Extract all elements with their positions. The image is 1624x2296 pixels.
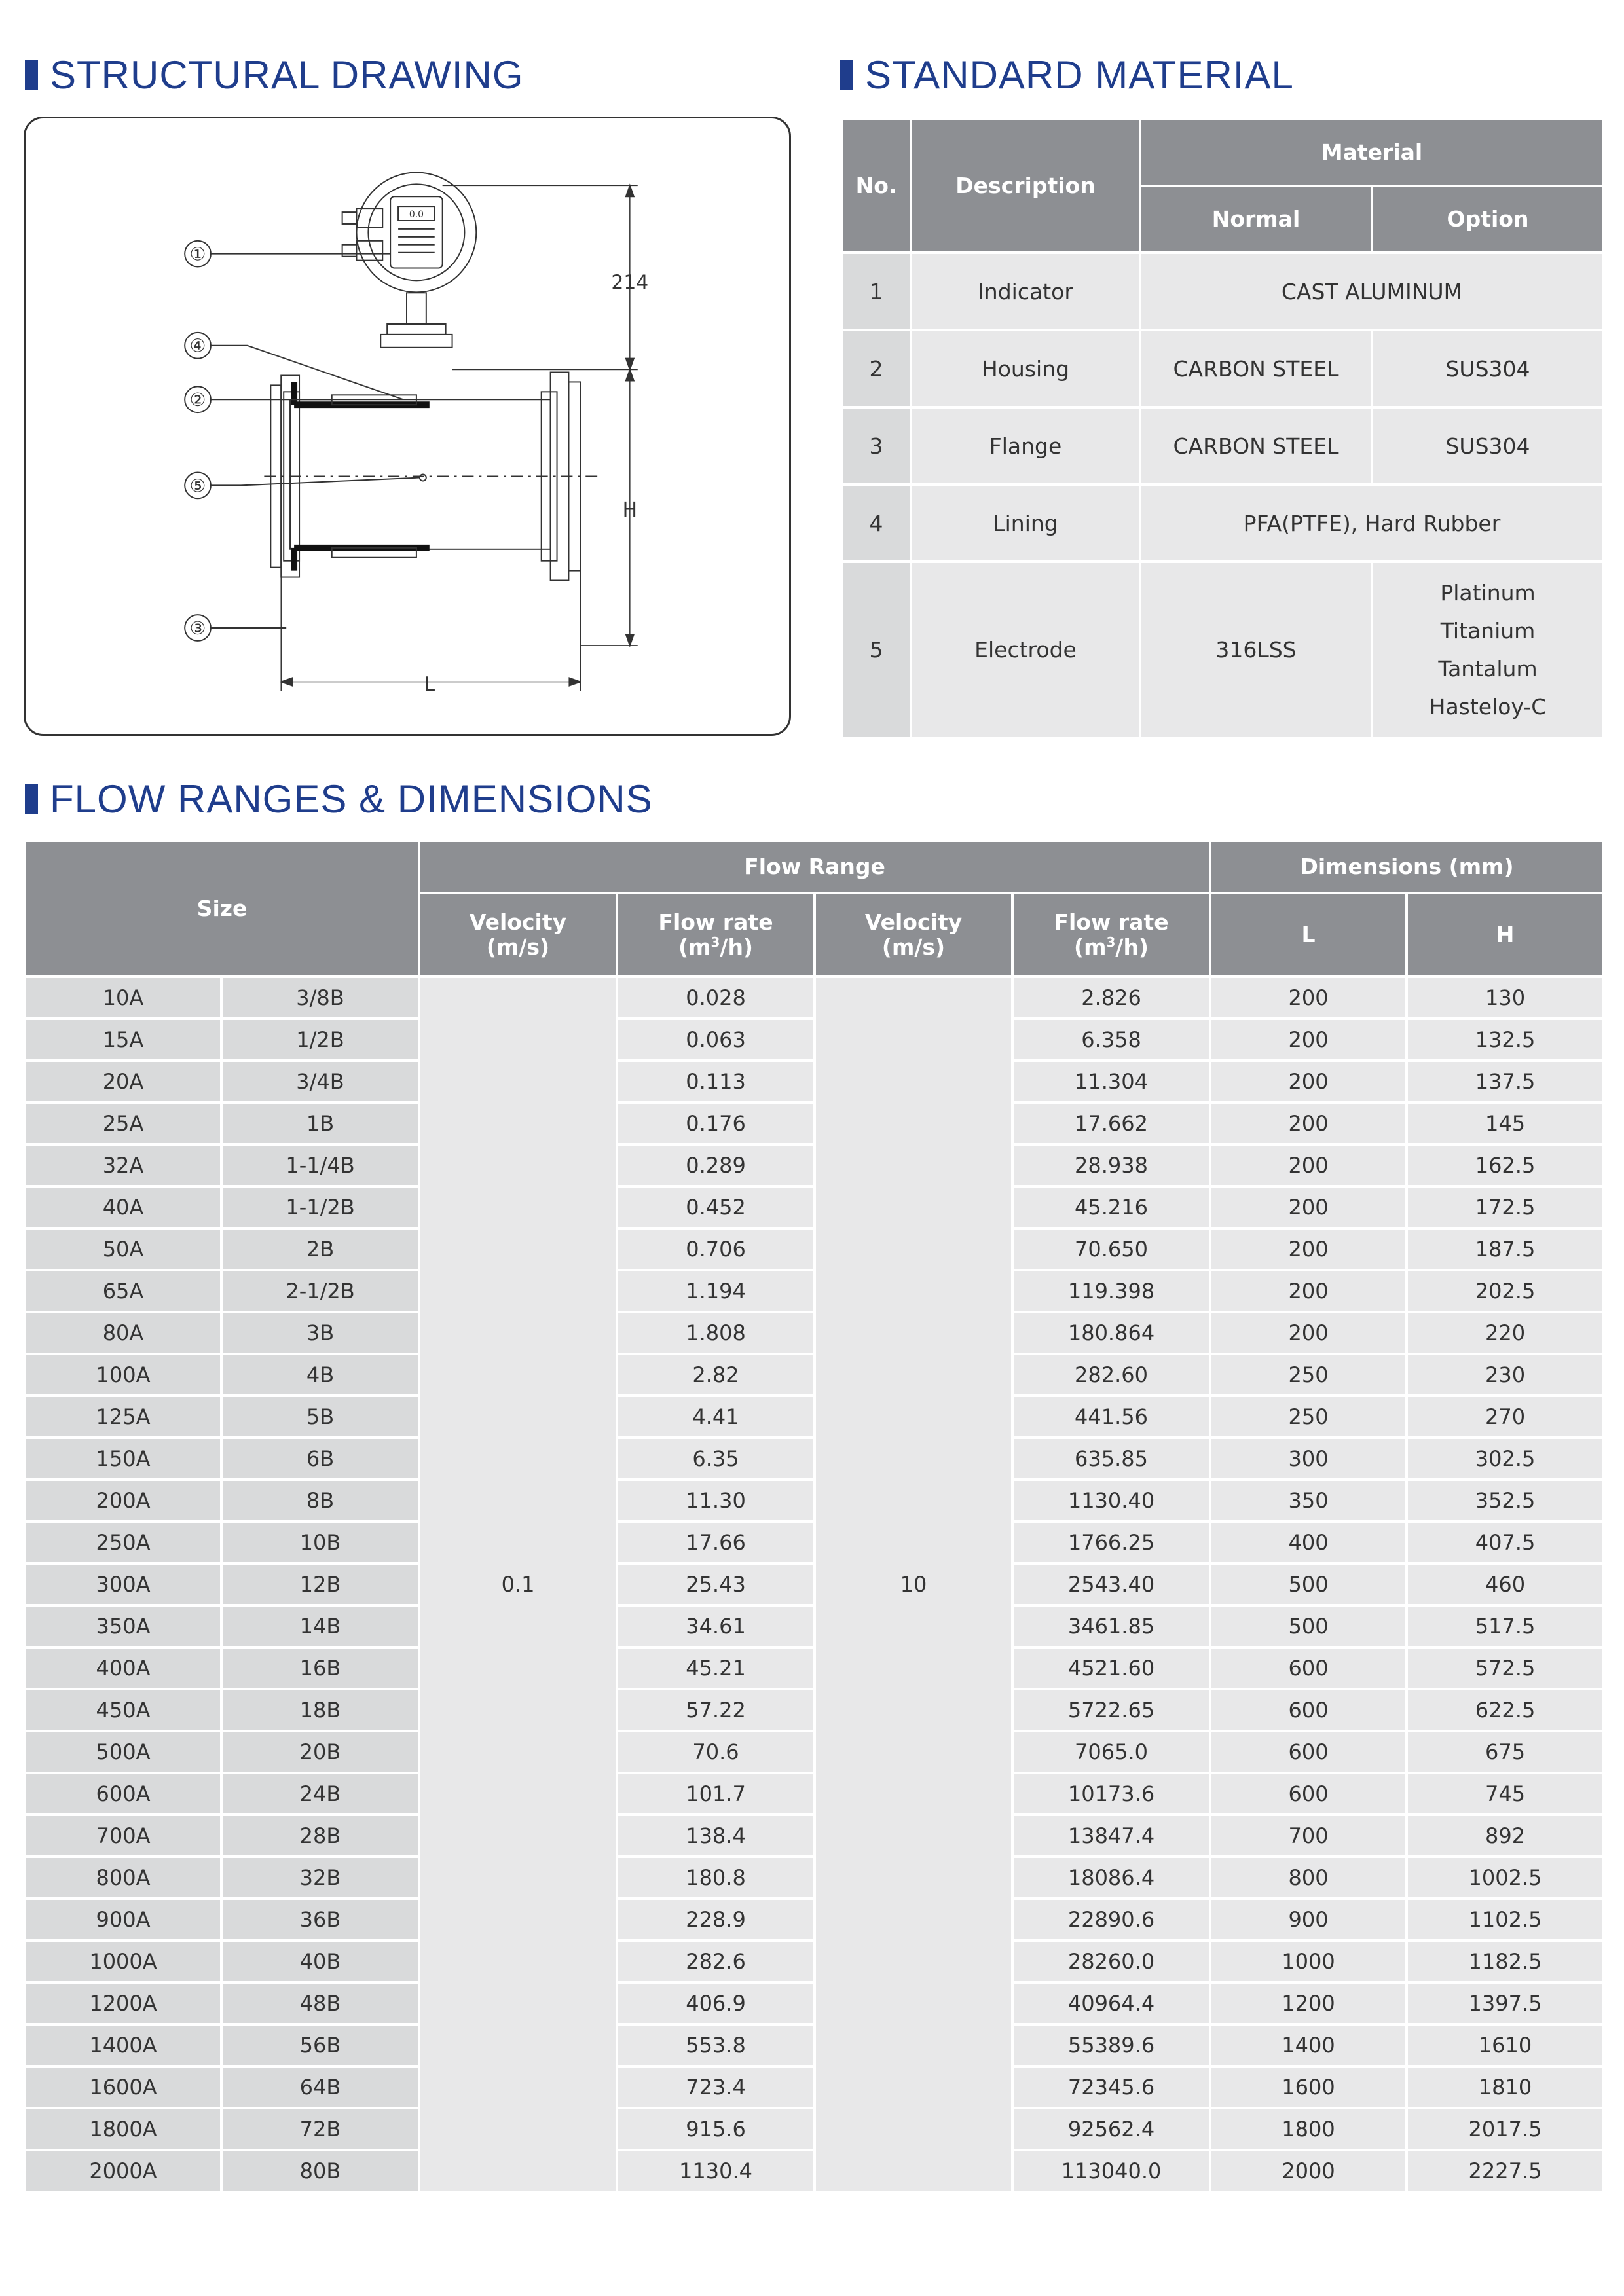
max-flow-rate: 282.60 xyxy=(1012,1354,1210,1396)
dimension-h: 187.5 xyxy=(1407,1228,1604,1270)
max-flow-rate: 635.85 xyxy=(1012,1438,1210,1480)
option-item: Tantalum xyxy=(1438,656,1538,682)
max-flow-rate: 2543.40 xyxy=(1012,1563,1210,1605)
dimension-h: 1610 xyxy=(1407,2024,1604,2066)
size-inch: 1B xyxy=(221,1102,419,1144)
max-flow-rate: 7065.0 xyxy=(1012,1731,1210,1773)
dimension-h: 145 xyxy=(1407,1102,1604,1144)
table-row xyxy=(25,1605,1604,1647)
size-metric: 80A xyxy=(25,1312,221,1354)
table-row xyxy=(25,1857,1604,1899)
dimension-l: 400 xyxy=(1210,1522,1407,1563)
min-flow-rate: 138.4 xyxy=(617,1815,815,1857)
size-inch: 40B xyxy=(221,1941,419,1982)
material-no: 2 xyxy=(841,330,911,407)
flow-ranges-table xyxy=(24,839,1605,2193)
option-item: Titanium xyxy=(1440,618,1536,644)
material-normal: CARBON STEEL xyxy=(1140,407,1372,484)
size-metric: 500A xyxy=(25,1731,221,1773)
size-inch: 32B xyxy=(221,1857,419,1899)
table-row xyxy=(25,2108,1604,2150)
size-metric: 700A xyxy=(25,1815,221,1857)
header-max-velocity xyxy=(815,893,1012,977)
table-row xyxy=(25,2024,1604,2066)
material-no: 1 xyxy=(841,253,911,330)
material-normal: CAST ALUMINUM xyxy=(1140,253,1604,330)
flow-rate-label: Flow rate xyxy=(658,909,773,936)
velocity-unit: (m/s) xyxy=(486,934,550,960)
min-flow-rate: 11.30 xyxy=(617,1480,815,1522)
min-flow-rate: 0.113 xyxy=(617,1061,815,1102)
size-metric: 800A xyxy=(25,1857,221,1899)
min-flow-rate: 34.61 xyxy=(617,1605,815,1647)
dimension-l: 500 xyxy=(1210,1563,1407,1605)
dimension-h: 130 xyxy=(1407,977,1604,1019)
table-row xyxy=(25,1899,1604,1941)
max-flow-rate: 22890.6 xyxy=(1012,1899,1210,1941)
velocity-label: Velocity xyxy=(469,909,567,936)
table-row xyxy=(25,1941,1604,1982)
min-flow-rate: 180.8 xyxy=(617,1857,815,1899)
callout-5 xyxy=(185,473,420,499)
structural-drawing-panel xyxy=(24,117,791,736)
max-flow-rate: 70.650 xyxy=(1012,1228,1210,1270)
dimension-l: 200 xyxy=(1210,1312,1407,1354)
max-flow-rate: 92562.4 xyxy=(1012,2108,1210,2150)
size-metric: 150A xyxy=(25,1438,221,1480)
size-metric: 1000A xyxy=(25,1941,221,1982)
table-row xyxy=(25,1102,1604,1144)
max-flow-rate: 72345.6 xyxy=(1012,2066,1210,2108)
table-row xyxy=(25,1354,1604,1396)
dimension-l: 1800 xyxy=(1210,2108,1407,2150)
min-flow-rate: 723.4 xyxy=(617,2066,815,2108)
structural-drawing-heading xyxy=(25,52,524,98)
dimension-h: 407.5 xyxy=(1407,1522,1604,1563)
heading-bar xyxy=(840,60,853,90)
header-material: Material xyxy=(1140,119,1604,186)
size-inch: 3B xyxy=(221,1312,419,1354)
dimension-h: 1002.5 xyxy=(1407,1857,1604,1899)
max-flow-rate: 18086.4 xyxy=(1012,1857,1210,1899)
material-row xyxy=(841,562,1604,738)
material-row xyxy=(841,407,1604,484)
size-inch: 3/8B xyxy=(221,977,419,1019)
dimension-h: 517.5 xyxy=(1407,1605,1604,1647)
max-flow-rate: 5722.65 xyxy=(1012,1689,1210,1731)
dimension-l: 200 xyxy=(1210,1228,1407,1270)
max-flow-rate: 3461.85 xyxy=(1012,1605,1210,1647)
size-metric: 200A xyxy=(25,1480,221,1522)
dimension-h: 270 xyxy=(1407,1396,1604,1438)
min-flow-rate: 25.43 xyxy=(617,1563,815,1605)
material-description: Housing xyxy=(911,330,1140,407)
min-flow-rate: 1.808 xyxy=(617,1312,815,1354)
max-flow-rate: 441.56 xyxy=(1012,1396,1210,1438)
max-flow-rate: 180.864 xyxy=(1012,1312,1210,1354)
min-flow-rate: 0.289 xyxy=(617,1144,815,1186)
dimension-h: 1182.5 xyxy=(1407,1941,1604,1982)
dimension-l: 200 xyxy=(1210,977,1407,1019)
size-metric: 25A xyxy=(25,1102,221,1144)
size-metric: 125A xyxy=(25,1396,221,1438)
dimension-l: 200 xyxy=(1210,1019,1407,1061)
table-row xyxy=(25,1144,1604,1186)
material-normal: PFA(PTFE), Hard Rubber xyxy=(1140,484,1604,562)
min-flow-rate: 4.41 xyxy=(617,1396,815,1438)
flow-ranges-heading xyxy=(25,776,653,822)
dimension-h: 1397.5 xyxy=(1407,1982,1604,2024)
dimension-h xyxy=(580,370,637,646)
svg-text:②: ② xyxy=(189,389,206,411)
dimension-l: 200 xyxy=(1210,1102,1407,1144)
table-row xyxy=(25,1773,1604,1815)
size-metric: 1800A xyxy=(25,2108,221,2150)
max-flow-rate: 2.826 xyxy=(1012,977,1210,1019)
min-flow-rate: 915.6 xyxy=(617,2108,815,2150)
size-inch: 14B xyxy=(221,1605,419,1647)
dimension-l: 350 xyxy=(1210,1480,1407,1522)
min-flow-rate: 0.028 xyxy=(617,977,815,1019)
material-option-list xyxy=(1372,562,1604,738)
table-row xyxy=(25,1647,1604,1689)
heading-bar xyxy=(25,784,38,814)
table-row xyxy=(25,1731,1604,1773)
dimension-h: 675 xyxy=(1407,1731,1604,1773)
dimension-l: 1200 xyxy=(1210,1982,1407,2024)
header-size: Size xyxy=(25,841,419,977)
header-max-flow-rate xyxy=(1012,893,1210,977)
table-row xyxy=(25,1061,1604,1102)
size-inch: 28B xyxy=(221,1815,419,1857)
structural-drawing-title: STRUCTURAL DRAWING xyxy=(50,53,524,97)
min-flow-rate: 228.9 xyxy=(617,1899,815,1941)
dimension-h: 460 xyxy=(1407,1563,1604,1605)
table-row xyxy=(25,2066,1604,2108)
size-inch: 1/2B xyxy=(221,1019,419,1061)
svg-text:③: ③ xyxy=(189,617,206,639)
dimension-h: 352.5 xyxy=(1407,1480,1604,1522)
dimension-h: 137.5 xyxy=(1407,1061,1604,1102)
min-flow-rate: 1130.4 xyxy=(617,2150,815,2192)
size-inch: 64B xyxy=(221,2066,419,2108)
table-row xyxy=(25,1312,1604,1354)
display-readout: 0.0 xyxy=(409,210,424,221)
header-h: H xyxy=(1407,893,1604,977)
size-inch: 5B xyxy=(221,1396,419,1438)
dimension-h: 745 xyxy=(1407,1773,1604,1815)
max-flow-rate: 40964.4 xyxy=(1012,1982,1210,2024)
max-flow-rate: 11.304 xyxy=(1012,1061,1210,1102)
header-option: Option xyxy=(1372,186,1604,253)
table-row xyxy=(25,1689,1604,1731)
size-metric: 1600A xyxy=(25,2066,221,2108)
size-inch: 1-1/4B xyxy=(221,1144,419,1186)
table-row xyxy=(25,977,1604,1019)
max-flow-rate: 10173.6 xyxy=(1012,1773,1210,1815)
heading-bar xyxy=(25,60,38,90)
material-option: SUS304 xyxy=(1372,407,1604,484)
standard-material-heading xyxy=(840,52,1294,98)
size-metric: 2000A xyxy=(25,2150,221,2192)
table-row xyxy=(25,1186,1604,1228)
material-row xyxy=(841,253,1604,330)
size-inch: 20B xyxy=(221,1731,419,1773)
size-metric: 65A xyxy=(25,1270,221,1312)
standard-material-table xyxy=(840,118,1605,740)
dimension-l: 800 xyxy=(1210,1857,1407,1899)
min-flow-rate: 57.22 xyxy=(617,1689,815,1731)
size-inch: 4B xyxy=(221,1354,419,1396)
material-description: Lining xyxy=(911,484,1140,562)
size-metric: 1200A xyxy=(25,1982,221,2024)
dimension-l: 2000 xyxy=(1210,2150,1407,2192)
flow-rate-unit: $(m^3/h)$ xyxy=(1074,934,1149,960)
min-flow-rate: 1.194 xyxy=(617,1270,815,1312)
header-description: Description xyxy=(911,119,1140,253)
max-flow-rate: 1130.40 xyxy=(1012,1480,1210,1522)
dimension-h: 220 xyxy=(1407,1312,1604,1354)
table-row xyxy=(25,1396,1604,1438)
table-row xyxy=(25,1982,1604,2024)
max-flow-rate: 28.938 xyxy=(1012,1144,1210,1186)
size-inch: 36B xyxy=(221,1899,419,1941)
min-flow-rate: 2.82 xyxy=(617,1354,815,1396)
dimension-l: 600 xyxy=(1210,1773,1407,1815)
dimension-l: 700 xyxy=(1210,1815,1407,1857)
electrode-marker xyxy=(420,475,426,481)
max-velocity-cell: 10 xyxy=(815,977,1012,2192)
size-inch: 24B xyxy=(221,1773,419,1815)
size-inch: 1-1/2B xyxy=(221,1186,419,1228)
svg-text:①: ① xyxy=(189,243,206,265)
table-row xyxy=(25,1270,1604,1312)
size-metric: 1400A xyxy=(25,2024,221,2066)
material-no: 5 xyxy=(841,562,911,738)
dimension-h: 172.5 xyxy=(1407,1186,1604,1228)
dimension-h: 162.5 xyxy=(1407,1144,1604,1186)
dimension-l: 250 xyxy=(1210,1354,1407,1396)
size-metric: 40A xyxy=(25,1186,221,1228)
size-metric: 15A xyxy=(25,1019,221,1061)
size-metric: 350A xyxy=(25,1605,221,1647)
dimension-l: 200 xyxy=(1210,1061,1407,1102)
dimension-h: 1102.5 xyxy=(1407,1899,1604,1941)
size-metric: 20A xyxy=(25,1061,221,1102)
table-row xyxy=(25,1563,1604,1605)
size-metric: 600A xyxy=(25,1773,221,1815)
min-velocity-cell: 0.1 xyxy=(419,977,617,2192)
max-flow-rate: 119.398 xyxy=(1012,1270,1210,1312)
size-inch: 56B xyxy=(221,2024,419,2066)
dimension-l: 1400 xyxy=(1210,2024,1407,2066)
material-row xyxy=(841,330,1604,407)
table-row xyxy=(25,1480,1604,1522)
size-inch: 18B xyxy=(221,1689,419,1731)
material-no: 3 xyxy=(841,407,911,484)
max-flow-rate: 28260.0 xyxy=(1012,1941,1210,1982)
size-inch: 10B xyxy=(221,1522,419,1563)
velocity-label: Velocity xyxy=(864,909,963,936)
dimension-l xyxy=(281,571,580,697)
size-metric: 10A xyxy=(25,977,221,1019)
header-min-flow-rate xyxy=(617,893,815,977)
material-row xyxy=(841,484,1604,562)
flow-rate-label: Flow rate xyxy=(1054,909,1169,936)
callout-3 xyxy=(185,615,286,641)
standard-material-title: STANDARD MATERIAL xyxy=(865,53,1294,97)
table-row xyxy=(25,1438,1604,1480)
size-inch: 6B xyxy=(221,1438,419,1480)
size-inch: 48B xyxy=(221,1982,419,2024)
min-flow-rate: 101.7 xyxy=(617,1773,815,1815)
min-flow-rate: 0.452 xyxy=(617,1186,815,1228)
callout-2 xyxy=(185,386,332,412)
dimension-h: 892 xyxy=(1407,1815,1604,1857)
dimension-l: 600 xyxy=(1210,1689,1407,1731)
svg-text:⑤: ⑤ xyxy=(189,475,206,497)
dimension-l: 200 xyxy=(1210,1270,1407,1312)
dimension-l: 500 xyxy=(1210,1605,1407,1647)
material-option: SUS304 xyxy=(1372,330,1604,407)
size-inch: 2-1/2B xyxy=(221,1270,419,1312)
dimension-l: 200 xyxy=(1210,1186,1407,1228)
size-inch: 72B xyxy=(221,2108,419,2150)
size-metric: 50A xyxy=(25,1228,221,1270)
flow-ranges-title: FLOW RANGES & DIMENSIONS xyxy=(50,777,653,821)
material-normal: 316LSS xyxy=(1140,562,1372,738)
min-flow-rate: 70.6 xyxy=(617,1731,815,1773)
max-flow-rate: 113040.0 xyxy=(1012,2150,1210,2192)
dimension-h: 572.5 xyxy=(1407,1647,1604,1689)
max-flow-rate: 1766.25 xyxy=(1012,1522,1210,1563)
table-row xyxy=(25,1522,1604,1563)
dimension-h: 2017.5 xyxy=(1407,2108,1604,2150)
header-normal: Normal xyxy=(1140,186,1372,253)
dimension-h: 132.5 xyxy=(1407,1019,1604,1061)
callout-1 xyxy=(185,241,390,267)
min-flow-rate: 0.706 xyxy=(617,1228,815,1270)
dimension-l: 600 xyxy=(1210,1731,1407,1773)
velocity-unit: (m/s) xyxy=(881,934,946,960)
size-metric: 400A xyxy=(25,1647,221,1689)
header-dimensions: Dimensions (mm) xyxy=(1210,841,1604,893)
min-flow-rate: 0.176 xyxy=(617,1102,815,1144)
size-metric: 900A xyxy=(25,1899,221,1941)
dimension-l: 200 xyxy=(1210,1144,1407,1186)
max-flow-rate: 17.662 xyxy=(1012,1102,1210,1144)
material-normal: CARBON STEEL xyxy=(1140,330,1372,407)
min-flow-rate: 17.66 xyxy=(617,1522,815,1563)
table-row xyxy=(25,1815,1604,1857)
size-metric: 100A xyxy=(25,1354,221,1396)
dimension-h: 622.5 xyxy=(1407,1689,1604,1731)
dimension-l: 1000 xyxy=(1210,1941,1407,1982)
min-flow-rate: 6.35 xyxy=(617,1438,815,1480)
dimension-l: 600 xyxy=(1210,1647,1407,1689)
size-metric: 32A xyxy=(25,1144,221,1186)
size-inch: 16B xyxy=(221,1647,419,1689)
svg-text:④: ④ xyxy=(189,335,206,357)
flow-rate-unit: $(m^3/h)$ xyxy=(678,934,754,960)
header-flow-range: Flow Range xyxy=(419,841,1210,893)
size-inch: 12B xyxy=(221,1563,419,1605)
header-no: No. xyxy=(841,119,911,253)
size-inch: 8B xyxy=(221,1480,419,1522)
material-description: Electrode xyxy=(911,562,1140,738)
dimension-l: 300 xyxy=(1210,1438,1407,1480)
min-flow-rate: 282.6 xyxy=(617,1941,815,1982)
size-metric: 300A xyxy=(25,1563,221,1605)
svg-text:L: L xyxy=(424,673,435,697)
table-row xyxy=(25,2150,1604,2192)
max-flow-rate: 4521.60 xyxy=(1012,1647,1210,1689)
dimension-l: 250 xyxy=(1210,1396,1407,1438)
header-min-velocity xyxy=(419,893,617,977)
table-row xyxy=(25,1228,1604,1270)
material-description: Flange xyxy=(911,407,1140,484)
converter-head xyxy=(342,172,477,347)
size-inch: 80B xyxy=(221,2150,419,2192)
svg-text:214: 214 xyxy=(611,271,649,295)
min-flow-rate: 406.9 xyxy=(617,1982,815,2024)
material-no: 4 xyxy=(841,484,911,562)
dimension-h: 302.5 xyxy=(1407,1438,1604,1480)
option-item: Hasteloy-C xyxy=(1429,694,1547,720)
max-flow-rate: 45.216 xyxy=(1012,1186,1210,1228)
dimension-h: 2227.5 xyxy=(1407,2150,1604,2192)
dimension-h: 202.5 xyxy=(1407,1270,1604,1312)
dimension-h: 230 xyxy=(1407,1354,1604,1396)
max-flow-rate: 55389.6 xyxy=(1012,2024,1210,2066)
max-flow-rate: 6.358 xyxy=(1012,1019,1210,1061)
dimension-h: 1810 xyxy=(1407,2066,1604,2108)
option-item: Platinum xyxy=(1440,580,1536,606)
min-flow-rate: 553.8 xyxy=(617,2024,815,2066)
dimension-l: 1600 xyxy=(1210,2066,1407,2108)
dimension-l: 900 xyxy=(1210,1899,1407,1941)
min-flow-rate: 0.063 xyxy=(617,1019,815,1061)
flowmeter-drawing xyxy=(26,118,789,734)
size-inch: 3/4B xyxy=(221,1061,419,1102)
header-l: L xyxy=(1210,893,1407,977)
size-inch: 2B xyxy=(221,1228,419,1270)
size-metric: 250A xyxy=(25,1522,221,1563)
min-flow-rate: 45.21 xyxy=(617,1647,815,1689)
svg-text:H: H xyxy=(622,499,638,522)
flow-table-body xyxy=(25,977,1604,2192)
max-flow-rate: 13847.4 xyxy=(1012,1815,1210,1857)
material-description: Indicator xyxy=(911,253,1140,330)
table-row xyxy=(25,1019,1604,1061)
size-metric: 450A xyxy=(25,1689,221,1731)
